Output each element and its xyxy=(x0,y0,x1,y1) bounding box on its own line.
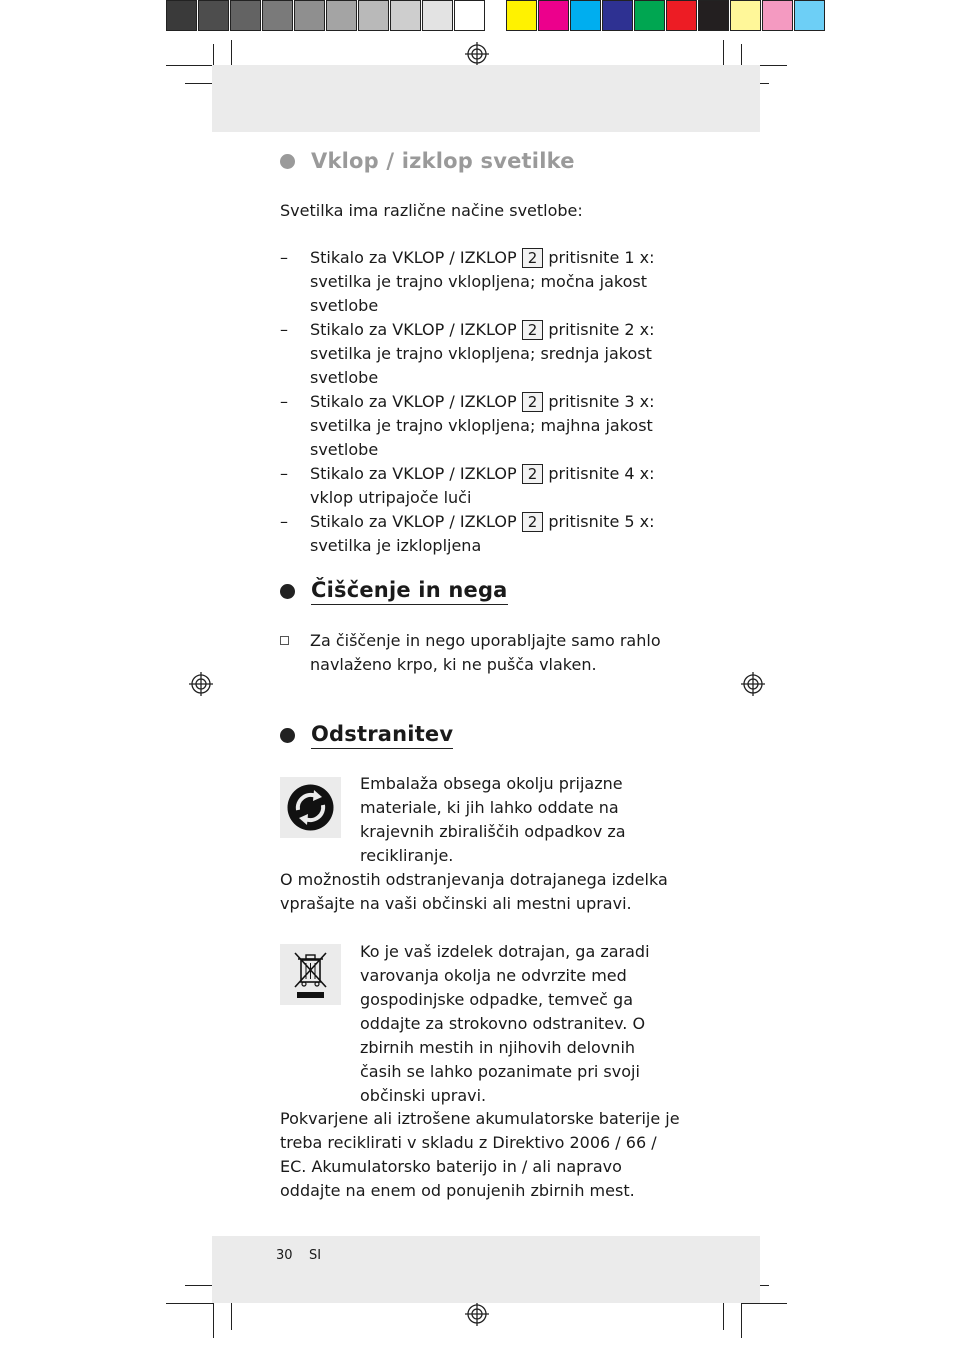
registration-mark-icon xyxy=(465,42,489,66)
list-item xyxy=(280,462,690,510)
crop-mark xyxy=(213,1298,214,1338)
part-number-box: 2 xyxy=(522,512,544,532)
switch-label: Stikalo za VKLOP / IZKLOP xyxy=(310,248,517,267)
switch-label: Stikalo za VKLOP / IZKLOP xyxy=(310,512,517,531)
color-swatch xyxy=(570,0,601,31)
green-dot-recycling-icon xyxy=(280,777,341,838)
mode-description: svetilka je trajno vklopljena; srednja jakost svetlobe xyxy=(310,344,652,387)
color-calibration-strip xyxy=(166,0,826,31)
gray-swatch xyxy=(166,0,197,31)
list-item xyxy=(280,390,690,462)
press-count: pritisnite 2 x: xyxy=(548,320,655,339)
section-heading-disposal xyxy=(280,722,453,749)
header-band xyxy=(212,65,760,132)
dash-bullet: – xyxy=(280,464,288,483)
registration-mark-icon xyxy=(741,672,765,696)
crop-mark xyxy=(723,1300,724,1330)
mode-description: svetilka je izklopljena xyxy=(310,536,482,555)
crop-mark xyxy=(741,1298,742,1338)
bullet-dot-icon xyxy=(280,154,295,169)
list-item xyxy=(280,510,690,558)
section-title: Vklop / izklop svetilke xyxy=(311,149,575,173)
dash-bullet: – xyxy=(280,512,288,531)
color-swatch xyxy=(794,0,825,31)
color-swatch xyxy=(634,0,665,31)
press-count: pritisnite 3 x: xyxy=(548,392,655,411)
part-number-box: 2 xyxy=(522,320,544,340)
gray-swatch xyxy=(230,0,261,31)
crop-mark xyxy=(185,83,214,84)
crop-mark xyxy=(185,1285,214,1286)
gray-swatch xyxy=(454,0,485,31)
color-swatch xyxy=(762,0,793,31)
crop-mark xyxy=(166,1303,214,1304)
registration-mark-icon xyxy=(465,1302,489,1326)
crossed-bin-weee-icon xyxy=(280,944,341,1005)
part-number-box: 2 xyxy=(522,392,544,412)
gray-swatch xyxy=(422,0,453,31)
cleaning-text: Za čiščenje in nego uporabljajte samo rahlo navlaženo krpo, ki ne pušča vlaken. xyxy=(310,631,661,674)
mode-description: vklop utripajoče luči xyxy=(310,488,472,507)
switch-label: Stikalo za VKLOP / IZKLOP xyxy=(310,464,517,483)
list-item xyxy=(280,246,690,318)
color-swatch xyxy=(698,0,729,31)
gray-swatch xyxy=(390,0,421,31)
dash-bullet: – xyxy=(280,392,288,411)
batteries-text: Pokvarjene ali iztrošene akumulatorske baterije je treba reciklirati v skladu z Direktivo 2006 / 66 / EC. Akumulatorsko baterijo in / ali napravo oddajte na enem od ponujenih zbirnih mest. xyxy=(280,1109,680,1200)
press-count: pritisnite 5 x: xyxy=(548,512,655,531)
language-code: SI xyxy=(309,1248,322,1263)
section-heading-switch xyxy=(280,149,575,173)
cleaning-item xyxy=(280,629,700,677)
section-title: Čiščenje in nega xyxy=(311,578,508,605)
color-swatch xyxy=(730,0,761,31)
bullet-dot-icon xyxy=(280,728,295,743)
crop-mark xyxy=(231,1300,232,1330)
color-swatch xyxy=(538,0,569,31)
dash-bullet: – xyxy=(280,248,288,267)
part-number-box: 2 xyxy=(522,248,544,268)
packaging-text: Embalaža obsega okolju prijazne materiale, ki jih lahko oddate na krajevnih zbirališčih odpadkov za recikliranje. xyxy=(360,774,626,865)
gray-swatch xyxy=(294,0,325,31)
gray-swatch xyxy=(262,0,293,31)
list-item xyxy=(280,318,690,390)
crop-mark xyxy=(166,65,214,66)
press-count: pritisnite 1 x: xyxy=(548,248,655,267)
part-number-box: 2 xyxy=(522,464,544,484)
intro-text: Svetilka ima različne načine svetlobe: xyxy=(280,201,583,220)
strip-gap xyxy=(486,0,506,31)
mode-description: svetilka je trajno vklopljena; majhna jakost svetlobe xyxy=(310,416,653,459)
switch-label: Stikalo za VKLOP / IZKLOP xyxy=(310,392,517,411)
gray-swatch xyxy=(198,0,229,31)
gray-swatch xyxy=(326,0,357,31)
color-swatch xyxy=(666,0,697,31)
checkbox-bullet-icon xyxy=(280,636,289,645)
footer-band xyxy=(212,1236,760,1303)
weee-text: Ko je vaš izdelek dotrajan, ga zaradi varovanja okolja ne odvrzite med gospodinjske odpadke, temveč ga oddajte za strokovno odstranitev. O zbirnih mestih in njihovih delovnih časih se lahko pozanimate pri svoji občinski upravi. xyxy=(360,942,650,1105)
mode-description: svetilka je trajno vklopljena; močna jakost svetlobe xyxy=(310,272,648,315)
gray-swatch xyxy=(358,0,389,31)
color-swatch xyxy=(602,0,633,31)
press-count: pritisnite 4 x: xyxy=(548,464,655,483)
section-heading-cleaning xyxy=(280,578,508,605)
switch-label: Stikalo za VKLOP / IZKLOP xyxy=(310,320,517,339)
page-number: 30 xyxy=(276,1248,293,1263)
disposal-info-text: O možnostih odstranjevanja dotrajanega izdelka vprašajte na vaši občinski ali mestni upravi. xyxy=(280,870,668,913)
section-title: Odstranitev xyxy=(311,722,453,749)
switch-mode-list xyxy=(280,246,690,558)
color-swatch xyxy=(506,0,537,31)
bullet-dot-icon xyxy=(280,584,295,599)
dash-bullet: – xyxy=(280,320,288,339)
registration-mark-icon xyxy=(189,672,213,696)
crop-mark xyxy=(741,1303,787,1304)
